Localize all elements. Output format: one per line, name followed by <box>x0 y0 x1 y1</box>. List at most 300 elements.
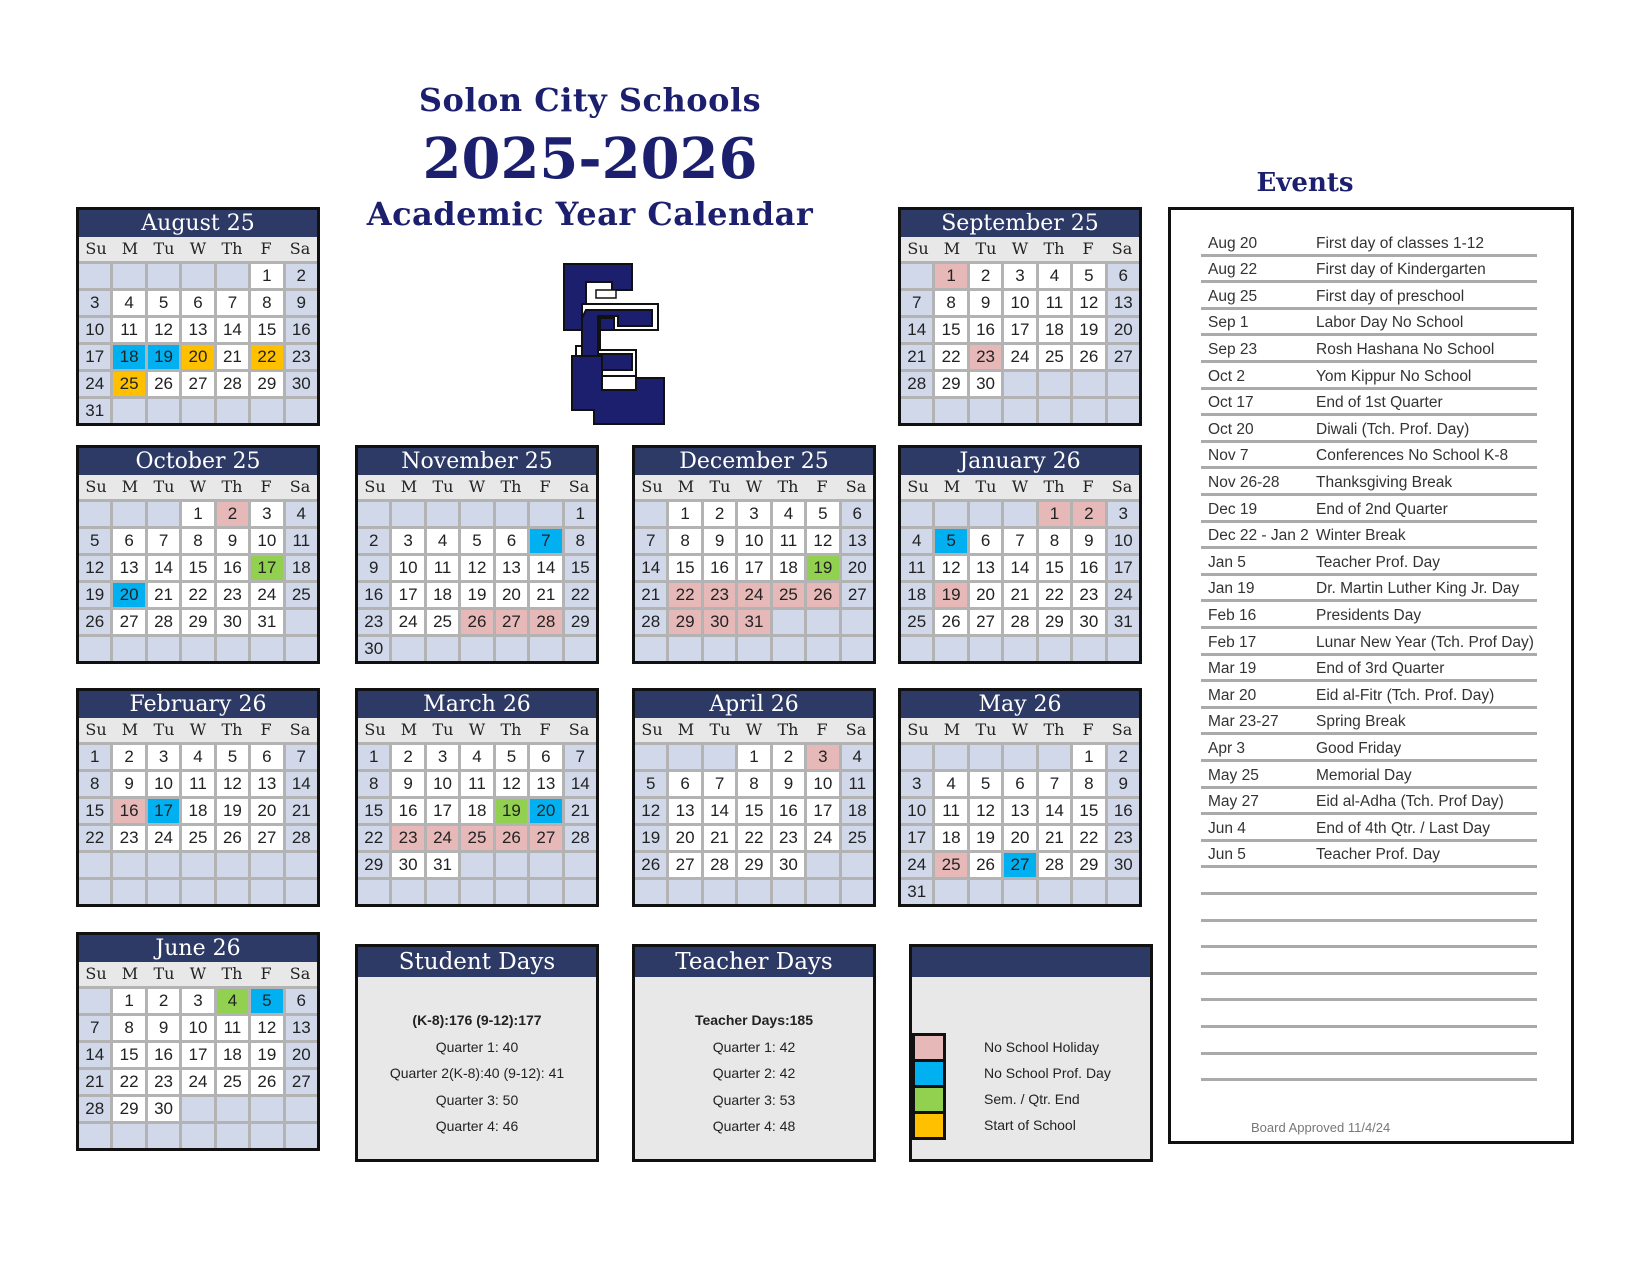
day-cell: 24 <box>807 826 838 850</box>
event-date: Sep 1 <box>1208 314 1249 332</box>
weekday-label: Th <box>221 477 243 496</box>
day-cell: 26 <box>635 853 666 877</box>
day-cell: 17 <box>251 556 282 580</box>
day-cell: 23 <box>286 345 317 369</box>
day-cell: 1 <box>669 502 700 526</box>
day-cell: 7 <box>79 1016 110 1040</box>
weekday-label: Su <box>85 477 107 496</box>
day-cell: 23 <box>1073 583 1104 607</box>
weekday-label: F <box>1082 720 1094 739</box>
empty-day-cell <box>970 399 1001 423</box>
weekday-label: W <box>1011 239 1029 258</box>
day-cell: 10 <box>738 529 769 553</box>
day-cell: 29 <box>1039 610 1070 634</box>
day-cell: 4 <box>182 745 213 769</box>
empty-day-cell <box>530 502 561 526</box>
weekday-label: Sa <box>568 720 590 739</box>
weekday-header <box>358 475 596 499</box>
empty-day-cell <box>1004 880 1035 904</box>
event-description: Yom Kippur No School <box>1316 367 1472 385</box>
empty-day-cell <box>79 880 110 904</box>
day-cell: 26 <box>461 610 492 634</box>
empty-day-cell <box>113 1124 144 1148</box>
event-row <box>1201 257 1537 284</box>
empty-day-cell <box>251 853 282 877</box>
day-cell: 12 <box>935 556 966 580</box>
weekday-header <box>901 718 1139 742</box>
weekday-label: Sa <box>1111 720 1133 739</box>
event-date: Nov 26-28 <box>1208 473 1280 491</box>
empty-day-cell <box>113 853 144 877</box>
day-cell: 14 <box>565 772 596 796</box>
event-row <box>1201 1001 1537 1028</box>
empty-day-cell <box>565 853 596 877</box>
day-cell: 28 <box>704 853 735 877</box>
student-days-q3: Quarter 3: 50 <box>435 1091 519 1108</box>
weekday-label: W <box>189 720 207 739</box>
weekday-label: Su <box>85 239 107 258</box>
day-cell: 23 <box>148 1070 179 1094</box>
day-cell: 24 <box>1004 345 1035 369</box>
day-cell: 8 <box>251 291 282 315</box>
empty-day-cell <box>1039 880 1070 904</box>
event-description: First day of classes 1-12 <box>1316 234 1484 252</box>
day-cell: 25 <box>427 610 458 634</box>
day-cell: 11 <box>773 529 804 553</box>
day-cell: 13 <box>530 772 561 796</box>
day-cell: 10 <box>901 799 932 823</box>
empty-day-cell <box>738 637 769 661</box>
day-cell: 22 <box>738 826 769 850</box>
empty-day-cell <box>1108 880 1139 904</box>
event-row <box>1201 1028 1537 1055</box>
day-grid <box>901 742 1139 904</box>
empty-day-cell <box>217 637 248 661</box>
event-description: End of 2nd Quarter <box>1316 500 1448 518</box>
empty-day-cell <box>669 880 700 904</box>
event-description: Labor Day No School <box>1316 314 1464 332</box>
day-cell: 11 <box>286 529 317 553</box>
day-cell: 21 <box>704 826 735 850</box>
day-cell: 18 <box>427 583 458 607</box>
day-cell: 7 <box>148 529 179 553</box>
weekday-label: Sa <box>289 239 311 258</box>
day-cell: 6 <box>182 291 213 315</box>
empty-day-cell <box>970 502 1001 526</box>
weekday-label: M <box>400 720 418 739</box>
day-cell: 1 <box>182 502 213 526</box>
day-cell: 22 <box>935 345 966 369</box>
empty-day-cell <box>1073 399 1104 423</box>
weekday-label: Su <box>907 720 929 739</box>
event-row <box>1201 868 1537 895</box>
day-cell: 30 <box>970 372 1001 396</box>
empty-day-cell <box>1073 880 1104 904</box>
day-cell: 27 <box>669 853 700 877</box>
day-cell: 15 <box>79 799 110 823</box>
day-cell: 12 <box>461 556 492 580</box>
day-cell: 4 <box>1039 264 1070 288</box>
day-cell: 11 <box>427 556 458 580</box>
day-cell: 5 <box>635 772 666 796</box>
day-cell: 6 <box>286 989 317 1013</box>
empty-day-cell <box>704 880 735 904</box>
day-grid <box>79 986 317 1148</box>
event-date: May 25 <box>1208 766 1259 784</box>
day-cell: 30 <box>392 853 423 877</box>
empty-day-cell <box>461 880 492 904</box>
empty-day-cell <box>182 880 213 904</box>
day-cell: 14 <box>1039 799 1070 823</box>
weekday-label: Th <box>1043 477 1065 496</box>
day-cell: 3 <box>392 529 423 553</box>
day-cell: 18 <box>217 1043 248 1067</box>
day-cell: 8 <box>565 529 596 553</box>
teacher-days-q4: Quarter 4: 48 <box>712 1118 796 1134</box>
empty-day-cell <box>148 1124 179 1148</box>
weekday-label: Sa <box>1111 477 1133 496</box>
weekday-header <box>79 718 317 742</box>
empty-day-cell <box>182 264 213 288</box>
event-date: Dec 19 <box>1208 500 1258 518</box>
event-date: Feb 16 <box>1208 606 1257 624</box>
weekday-label: Th <box>221 964 243 983</box>
month-calendar <box>76 445 320 664</box>
weekday-label: W <box>189 239 207 258</box>
event-description: Teacher Prof. Day <box>1316 846 1441 864</box>
day-cell: 7 <box>286 745 317 769</box>
day-cell: 28 <box>217 372 248 396</box>
empty-day-cell <box>773 880 804 904</box>
day-cell: 7 <box>217 291 248 315</box>
event-row <box>1201 283 1537 310</box>
empty-day-cell <box>148 853 179 877</box>
day-cell: 25 <box>773 583 804 607</box>
day-cell: 25 <box>901 610 932 634</box>
empty-day-cell <box>461 502 492 526</box>
day-cell: 18 <box>935 826 966 850</box>
event-description: End of 4th Qtr. / Last Day <box>1316 819 1491 837</box>
day-cell: 18 <box>1039 318 1070 342</box>
empty-day-cell <box>392 880 423 904</box>
day-cell: 20 <box>842 556 873 580</box>
day-cell: 6 <box>530 745 561 769</box>
day-cell: 28 <box>901 372 932 396</box>
weekday-label: Sa <box>845 477 867 496</box>
empty-day-cell <box>970 880 1001 904</box>
empty-day-cell <box>530 880 561 904</box>
weekday-label: M <box>943 477 961 496</box>
day-cell: 4 <box>113 291 144 315</box>
day-cell: 23 <box>217 583 248 607</box>
empty-day-cell <box>530 853 561 877</box>
event-date: Mar 23-27 <box>1208 713 1279 731</box>
month-calendar <box>632 445 876 664</box>
day-cell: 22 <box>1039 583 1070 607</box>
empty-day-cell <box>251 1097 282 1121</box>
empty-day-cell <box>182 853 213 877</box>
day-cell: 23 <box>113 826 144 850</box>
weekday-label: Tu <box>153 964 175 983</box>
day-cell: 3 <box>738 502 769 526</box>
weekday-label: W <box>745 720 763 739</box>
day-cell: 10 <box>1004 291 1035 315</box>
day-cell: 8 <box>79 772 110 796</box>
day-cell: 13 <box>842 529 873 553</box>
month-calendar <box>898 445 1142 664</box>
weekday-label: W <box>189 964 207 983</box>
month-title: February 26 <box>79 691 317 718</box>
day-cell: 2 <box>970 264 1001 288</box>
day-cell: 21 <box>1004 583 1035 607</box>
day-cell: 18 <box>113 345 144 369</box>
day-cell: 19 <box>970 826 1001 850</box>
events-panel <box>1168 207 1574 1144</box>
event-row <box>1201 230 1537 257</box>
day-cell: 16 <box>392 799 423 823</box>
day-cell: 7 <box>635 529 666 553</box>
day-cell: 20 <box>113 583 144 607</box>
event-row <box>1201 549 1537 576</box>
day-cell: 14 <box>1004 556 1035 580</box>
day-cell: 29 <box>113 1097 144 1121</box>
day-cell: 17 <box>182 1043 213 1067</box>
event-date: Oct 2 <box>1208 367 1246 385</box>
empty-day-cell <box>113 399 144 423</box>
weekday-label: Su <box>85 720 107 739</box>
board-approved-note: Board Approved 11/4/24 <box>1251 1120 1391 1135</box>
empty-day-cell <box>392 502 423 526</box>
day-cell: 22 <box>182 583 213 607</box>
empty-day-cell <box>358 880 389 904</box>
day-cell: 3 <box>901 772 932 796</box>
event-description: Presidents Day <box>1316 606 1422 624</box>
event-row <box>1201 469 1537 496</box>
day-cell: 17 <box>807 799 838 823</box>
event-description: Spring Break <box>1316 713 1406 731</box>
day-cell: 25 <box>286 583 317 607</box>
day-cell: 26 <box>1073 345 1104 369</box>
month-calendar <box>898 688 1142 907</box>
day-cell: 22 <box>358 826 389 850</box>
event-description: Conferences No School K-8 <box>1316 447 1509 465</box>
day-cell: 8 <box>935 291 966 315</box>
day-cell: 25 <box>182 826 213 850</box>
event-row <box>1201 656 1537 683</box>
day-cell: 2 <box>704 502 735 526</box>
empty-day-cell <box>1004 372 1035 396</box>
event-date: Oct 20 <box>1208 420 1254 438</box>
empty-day-cell <box>286 399 317 423</box>
day-cell: 25 <box>935 853 966 877</box>
month-calendar <box>76 207 320 426</box>
day-cell: 9 <box>392 772 423 796</box>
empty-day-cell <box>286 853 317 877</box>
start-swatch-icon <box>912 1111 946 1140</box>
month-calendar <box>76 688 320 907</box>
legend-item-prof-day: No School Prof. Day <box>912 1059 1152 1088</box>
day-cell: 8 <box>113 1016 144 1040</box>
day-cell: 6 <box>669 772 700 796</box>
month-title: March 26 <box>358 691 596 718</box>
empty-day-cell <box>286 610 317 634</box>
empty-day-cell <box>79 989 110 1013</box>
month-title: November 25 <box>358 448 596 475</box>
holiday-swatch-icon <box>912 1033 946 1062</box>
month-title: December 25 <box>635 448 873 475</box>
day-cell: 11 <box>182 772 213 796</box>
day-cell: 22 <box>79 826 110 850</box>
weekday-label: Tu <box>153 239 175 258</box>
day-cell: 11 <box>113 318 144 342</box>
event-description: Rosh Hashana No School <box>1316 340 1495 358</box>
day-cell: 9 <box>148 1016 179 1040</box>
day-cell: 13 <box>286 1016 317 1040</box>
weekday-label: Tu <box>975 239 997 258</box>
day-cell: 6 <box>842 502 873 526</box>
day-cell: 22 <box>1073 826 1104 850</box>
day-cell: 19 <box>79 583 110 607</box>
empty-day-cell <box>217 264 248 288</box>
day-cell: 16 <box>1073 556 1104 580</box>
day-grid <box>635 499 873 661</box>
month-title: August 25 <box>79 210 317 237</box>
day-cell: 29 <box>358 853 389 877</box>
weekday-header <box>79 962 317 986</box>
weekday-header <box>79 475 317 499</box>
day-cell: 2 <box>392 745 423 769</box>
day-cell: 22 <box>565 583 596 607</box>
event-row <box>1201 390 1537 417</box>
day-cell: 26 <box>79 610 110 634</box>
weekday-label: Tu <box>432 720 454 739</box>
day-cell: 27 <box>182 372 213 396</box>
day-cell: 30 <box>217 610 248 634</box>
event-date: Sep 23 <box>1208 340 1258 358</box>
event-description: First day of Kindergarten <box>1316 261 1486 279</box>
empty-day-cell <box>217 1124 248 1148</box>
day-cell: 19 <box>148 345 179 369</box>
day-cell: 1 <box>358 745 389 769</box>
student-days-total: (K-8):176 (9-12):177 <box>412 1012 542 1028</box>
empty-day-cell <box>286 637 317 661</box>
event-row <box>1201 496 1537 523</box>
day-cell: 30 <box>148 1097 179 1121</box>
weekday-label: F <box>816 477 828 496</box>
weekday-label: Tu <box>975 477 997 496</box>
empty-day-cell <box>148 502 179 526</box>
day-cell: 1 <box>738 745 769 769</box>
day-cell: 5 <box>79 529 110 553</box>
event-description: Dr. Martin Luther King Jr. Day <box>1316 580 1520 598</box>
day-cell: 9 <box>217 529 248 553</box>
weekday-label: W <box>745 477 763 496</box>
day-cell: 20 <box>182 345 213 369</box>
empty-day-cell <box>773 637 804 661</box>
month-calendar <box>76 932 320 1151</box>
day-cell: 19 <box>1073 318 1104 342</box>
day-cell: 31 <box>1108 610 1139 634</box>
day-cell: 17 <box>1108 556 1139 580</box>
day-grid <box>358 742 596 904</box>
day-cell: 8 <box>1073 772 1104 796</box>
day-cell: 15 <box>565 556 596 580</box>
day-cell: 29 <box>251 372 282 396</box>
empty-day-cell <box>182 1124 213 1148</box>
qtr-end-swatch-icon <box>912 1085 946 1114</box>
weekday-label: M <box>121 964 139 983</box>
day-cell: 25 <box>461 826 492 850</box>
weekday-label: Su <box>641 720 663 739</box>
empty-day-cell <box>1004 502 1035 526</box>
day-cell: 3 <box>79 291 110 315</box>
day-cell: 23 <box>1108 826 1139 850</box>
day-cell: 18 <box>842 799 873 823</box>
day-cell: 28 <box>1039 853 1070 877</box>
empty-day-cell <box>148 264 179 288</box>
month-calendar <box>632 688 876 907</box>
day-cell: 2 <box>1108 745 1139 769</box>
day-cell: 5 <box>935 529 966 553</box>
weekday-label: F <box>260 964 272 983</box>
title-block <box>360 80 820 234</box>
empty-day-cell <box>251 1124 282 1148</box>
empty-day-cell <box>1039 745 1070 769</box>
day-cell: 15 <box>182 556 213 580</box>
weekday-label: Tu <box>709 720 731 739</box>
day-cell: 24 <box>392 610 423 634</box>
empty-day-cell <box>286 880 317 904</box>
weekday-label: Tu <box>709 477 731 496</box>
day-cell: 27 <box>113 610 144 634</box>
empty-day-cell <box>182 399 213 423</box>
weekday-label: Sa <box>289 964 311 983</box>
weekday-label: Th <box>777 477 799 496</box>
event-description: Eid al-Fitr (Tch. Prof. Day) <box>1316 686 1495 704</box>
event-description: End of 1st Quarter <box>1316 394 1443 412</box>
weekday-label: Su <box>641 477 663 496</box>
event-row <box>1201 576 1537 603</box>
empty-day-cell <box>935 880 966 904</box>
day-cell: 30 <box>1073 610 1104 634</box>
event-date: Dec 22 - Jan 2 <box>1208 527 1309 545</box>
weekday-label: Su <box>907 477 929 496</box>
day-cell: 25 <box>842 826 873 850</box>
event-row <box>1201 948 1537 975</box>
event-row <box>1201 709 1537 736</box>
day-cell: 10 <box>251 529 282 553</box>
day-cell: 16 <box>148 1043 179 1067</box>
day-cell: 21 <box>530 583 561 607</box>
weekday-label: F <box>1082 239 1094 258</box>
day-cell: 29 <box>738 853 769 877</box>
day-cell: 9 <box>358 556 389 580</box>
event-description: Eid al-Adha (Tch. Prof Day) <box>1316 793 1504 811</box>
day-cell: 29 <box>669 610 700 634</box>
empty-day-cell <box>286 1097 317 1121</box>
day-cell: 10 <box>392 556 423 580</box>
weekday-label: W <box>468 477 486 496</box>
day-cell: 27 <box>251 826 282 850</box>
empty-day-cell <box>1073 372 1104 396</box>
empty-day-cell <box>842 637 873 661</box>
empty-day-cell <box>496 880 527 904</box>
empty-day-cell <box>565 637 596 661</box>
day-cell: 10 <box>807 772 838 796</box>
day-cell: 19 <box>807 556 838 580</box>
day-cell: 24 <box>251 583 282 607</box>
weekday-header <box>358 718 596 742</box>
